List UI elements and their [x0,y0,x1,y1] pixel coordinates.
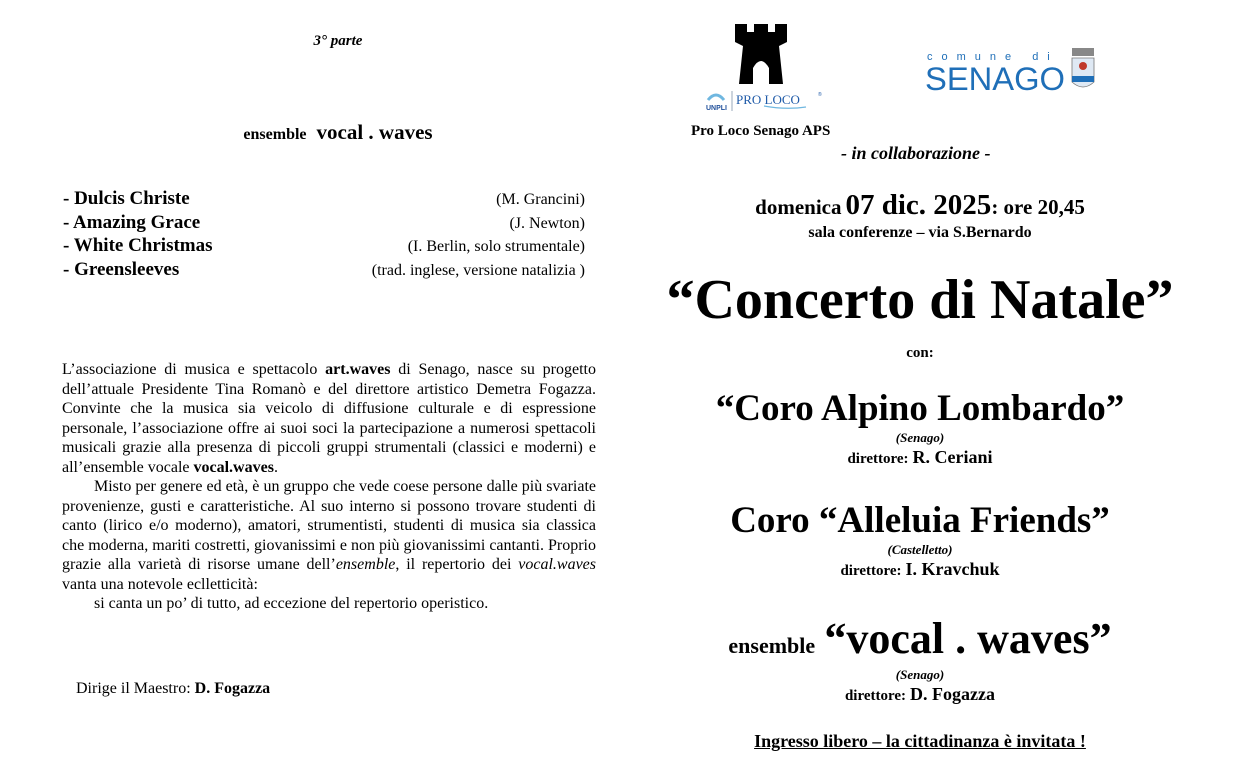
song-list [63,188,585,282]
tower-icon [733,24,789,84]
choir-director [640,446,1200,470]
song-author: (J. Newton) [509,214,585,232]
song-title: - White Christmas [63,235,213,256]
part-label: 3° parte [313,33,363,49]
text: vanta una notevole eclletticità: [62,575,258,593]
choir-name: Coro “Alleluia Friends” [730,500,1110,541]
event-day: 07 dic. 2025 [845,189,992,221]
song-title: - Dulcis Christe [63,188,190,209]
conductor-line [76,680,270,698]
song-title: - Amazing Grace [63,211,201,233]
event-title: “Concerto di Natale” [666,269,1174,331]
director-label: direttore: [847,451,909,467]
song-item [63,259,585,283]
text: L’associazione di musica e spettacolo [62,361,326,378]
director-name: R. Ceriani [912,447,993,467]
choir-place: (Senago) [895,430,945,445]
song-author: (I. Berlin, solo strumentale) [407,238,585,255]
song-item [63,212,585,236]
description-paragraph-1 [62,360,596,477]
director-label: direttore: [844,688,907,704]
event-date [640,189,1200,222]
song-item [63,235,585,259]
song-title: - Greensleeves [63,258,180,280]
choir-block [640,388,1200,470]
director-name: D. Fogazza [910,684,996,704]
text: di Senago, nasce su progetto dell’attuale Presidente Tina Romanò e del direttore artistico Demetra Fogazza. Convinte che la musica sia veicolo di diffusione culturale e di espressione personale, l’associazione offre ai suoi soci la partecipazione a numerosi spettacoli musicali grazie alla presenza di piccoli gruppi strumentali (classici e moderni) e all’ensemble vocale [62,361,597,476]
choir-place: (Castelletto) [887,542,953,557]
art-waves-name: art.waves [325,361,391,378]
event-venue: sala conferenze – via S.Bernardo [808,224,1032,241]
conductor-name: D. Fogazza [194,680,271,697]
association-description [62,360,596,614]
collaboration-label: - in collaborazione - [841,143,991,163]
organizer-name: Pro Loco Senago APS [691,123,831,139]
director-name: I. Kravchuk [905,559,1000,579]
text: ensemble [335,556,396,573]
choir-block [640,614,1200,707]
director-label: direttore: [840,563,902,579]
svg-text:®: ® [818,92,822,98]
choir-name-text: “vocal . waves” [824,614,1112,663]
free-entry-notice: Ingresso libero – la cittadinanza è invitata ! [754,731,1086,751]
song-author: (trad. inglese, versione natalizia ) [371,261,585,279]
comune-senago-logo-icon [925,46,1097,94]
ensemble-heading [0,120,676,145]
conductor-label: Dirige il Maestro: [76,680,195,697]
text: vocal.waves [518,556,596,573]
description-paragraph-2 [62,477,596,594]
choir-name: “Coro Alpino Lombardo” [715,388,1125,429]
choir-director [640,683,1200,707]
song-author: (M. Grancini) [496,191,585,208]
choir-place: (Senago) [895,667,945,682]
svg-text:UNPLI: UNPLI [706,105,727,112]
text: , il repertorio dei [395,556,519,573]
event-weekday: domenica [755,195,842,219]
svg-text:comune di: comune di [927,51,1059,63]
description-paragraph-3: si canta un po’ di tutto, ad eccezione del repertorio operistico. [94,595,489,612]
ensemble-name: vocal . waves [316,120,433,144]
event-time: : ore 20,45 [991,195,1085,219]
choir-director [640,558,1200,582]
svg-text:PRO LOCO: PRO LOCO [736,92,800,107]
choir-prefix: ensemble [728,633,816,658]
proloco-logo-icon [706,88,826,114]
vocal-waves-name: vocal.waves [193,458,274,476]
choir-block [640,500,1200,582]
choir-name [640,614,1200,667]
ensemble-prefix: ensemble [243,126,307,143]
song-item [63,188,585,212]
with-label: con: [906,345,934,361]
text: Misto per genere ed età, è un gruppo che vede coese persone dalle più svariate provenienze, gusti e caratteristiche. Al suo interno si possono trovare studenti di canto (lirico e/o moderno), amatori, strumentisti, studenti di musica sia classica che moderna, mariti costretti, giovanissimi e non più giovanissimi cantanti. Proprio grazie alla varietà di risorse umane dell’ [62,478,596,573]
text: . [273,458,278,476]
svg-text:SENAGO: SENAGO [925,61,1065,94]
